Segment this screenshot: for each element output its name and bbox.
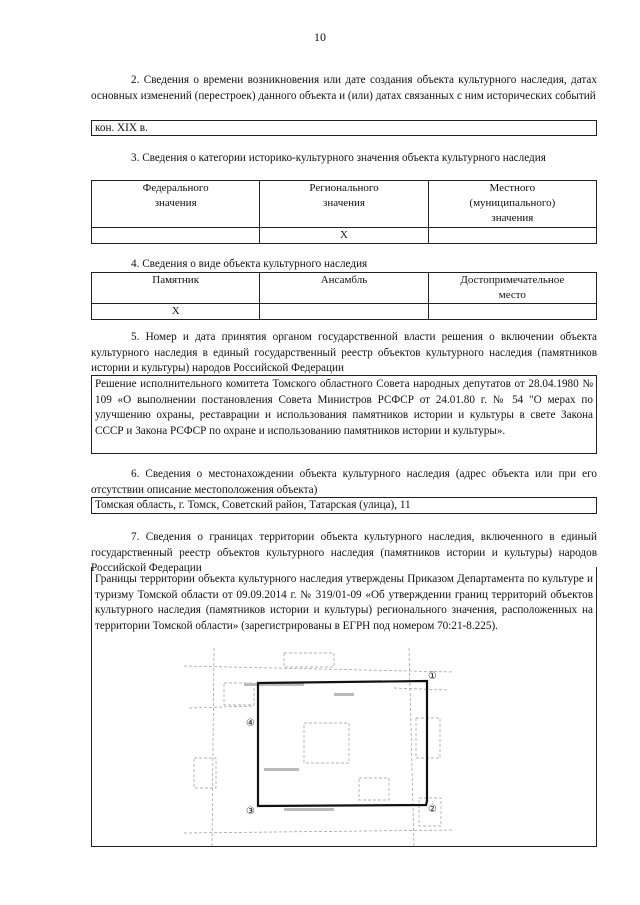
table-row [92, 273, 597, 304]
page-number: 10 [314, 30, 326, 44]
section-5-value-box [91, 375, 597, 454]
mark-local [428, 228, 596, 244]
section-5-heading-text: 5. Номер и дата принятия органом государственной власти решения о включении объекта культурного наследия в единый государственный реестр объектов культурного наследия (памятников истории и культуры) народов Российской Федерации [91, 331, 597, 374]
section-5-value: Решение исполнительного комитета Томского областного Совета народных депутатов от 28.04.1980 № 109 «О выполнении постановления Совета Министров РСФСР от 24.01.80 г. № 54 "О мерах по улучшению охраны, реставрации и использования памятников истории и культуры в свете Закона СССР и Закона РСФСР по охране и использованию памятников истории и культуры». [95, 378, 593, 437]
mark-regional: Х [260, 228, 428, 244]
boundary-point-1: ① [428, 671, 437, 682]
section-3-heading-text: 3. Сведения о категории историко-культурного значения объекта культурного наследия [131, 152, 546, 164]
category-local: Местного (муниципального) значения [428, 181, 596, 228]
section-7-heading-text: 7. Сведения о границах территории объекта культурного наследия, включенного в единый государственный реестр объектов культурного наследия (памятников истории и культуры) народов Российской Федерации [91, 531, 597, 574]
section-2-value: кон. XIX в. [95, 122, 148, 134]
map-hatching [244, 683, 354, 811]
mark-ensemble [260, 304, 428, 320]
table-row [92, 228, 597, 244]
mark-landmark [428, 304, 596, 320]
mark-monument: Х [92, 304, 260, 320]
section-6-value: Томская область, г. Томск, Советский район, Татарская (улица), 11 [95, 499, 411, 511]
section-2-heading [91, 73, 597, 104]
section-5-heading [91, 330, 597, 377]
section-2-heading-text: 2. Сведения о времени возникновения или дате создания объекта культурного наследия, датах основных изменений (перестроек) данного объекта и (или) датах связанных с ним исторических событий [91, 74, 597, 102]
mark-federal [92, 228, 260, 244]
category-regional: Регионального значения [260, 181, 428, 228]
map-background-lines [184, 648, 454, 848]
type-ensemble: Ансамбль [260, 273, 428, 304]
boundary-point-2: ② [428, 804, 437, 815]
boundary-point-4: ④ [246, 718, 255, 729]
section-4-heading-text: 4. Сведения о виде объекта культурного наследия [131, 258, 368, 270]
type-monument: Памятник [92, 273, 260, 304]
section-7-value: Границы территории объекта культурного наследия утверждены Приказом Департамента по культуре и туризму Томской области от 09.09.2014 г. № 319/01-09 «Об утверждении границ территорий объектов культурного наследия (памятников истории и культуры) регионального значения, расположенных на территории Томской области» (зарегистрированы в ЕГРН под номером 70:21-8.225). [95, 573, 593, 632]
boundary-point-3: ③ [246, 806, 255, 817]
section-6-value-box [91, 497, 597, 514]
territory-boundary [258, 681, 427, 806]
table-row [92, 304, 597, 320]
section-3-table [91, 180, 597, 244]
section-2-value-box [91, 120, 597, 136]
table-row [92, 181, 597, 228]
boundary-map [184, 648, 454, 848]
type-landmark: Достопримечательное место [428, 273, 596, 304]
section-4-table [91, 272, 597, 320]
section-3-heading [91, 151, 597, 167]
boundary-markers [246, 671, 437, 817]
section-4-heading [91, 257, 597, 273]
category-federal: Федерального значения [92, 181, 260, 228]
section-6-heading [91, 467, 597, 498]
section-6-heading-text: 6. Сведения о местонахождении объекта культурного наследия (адрес объекта или при его отсутствии описание местоположения объекта) [91, 468, 597, 496]
